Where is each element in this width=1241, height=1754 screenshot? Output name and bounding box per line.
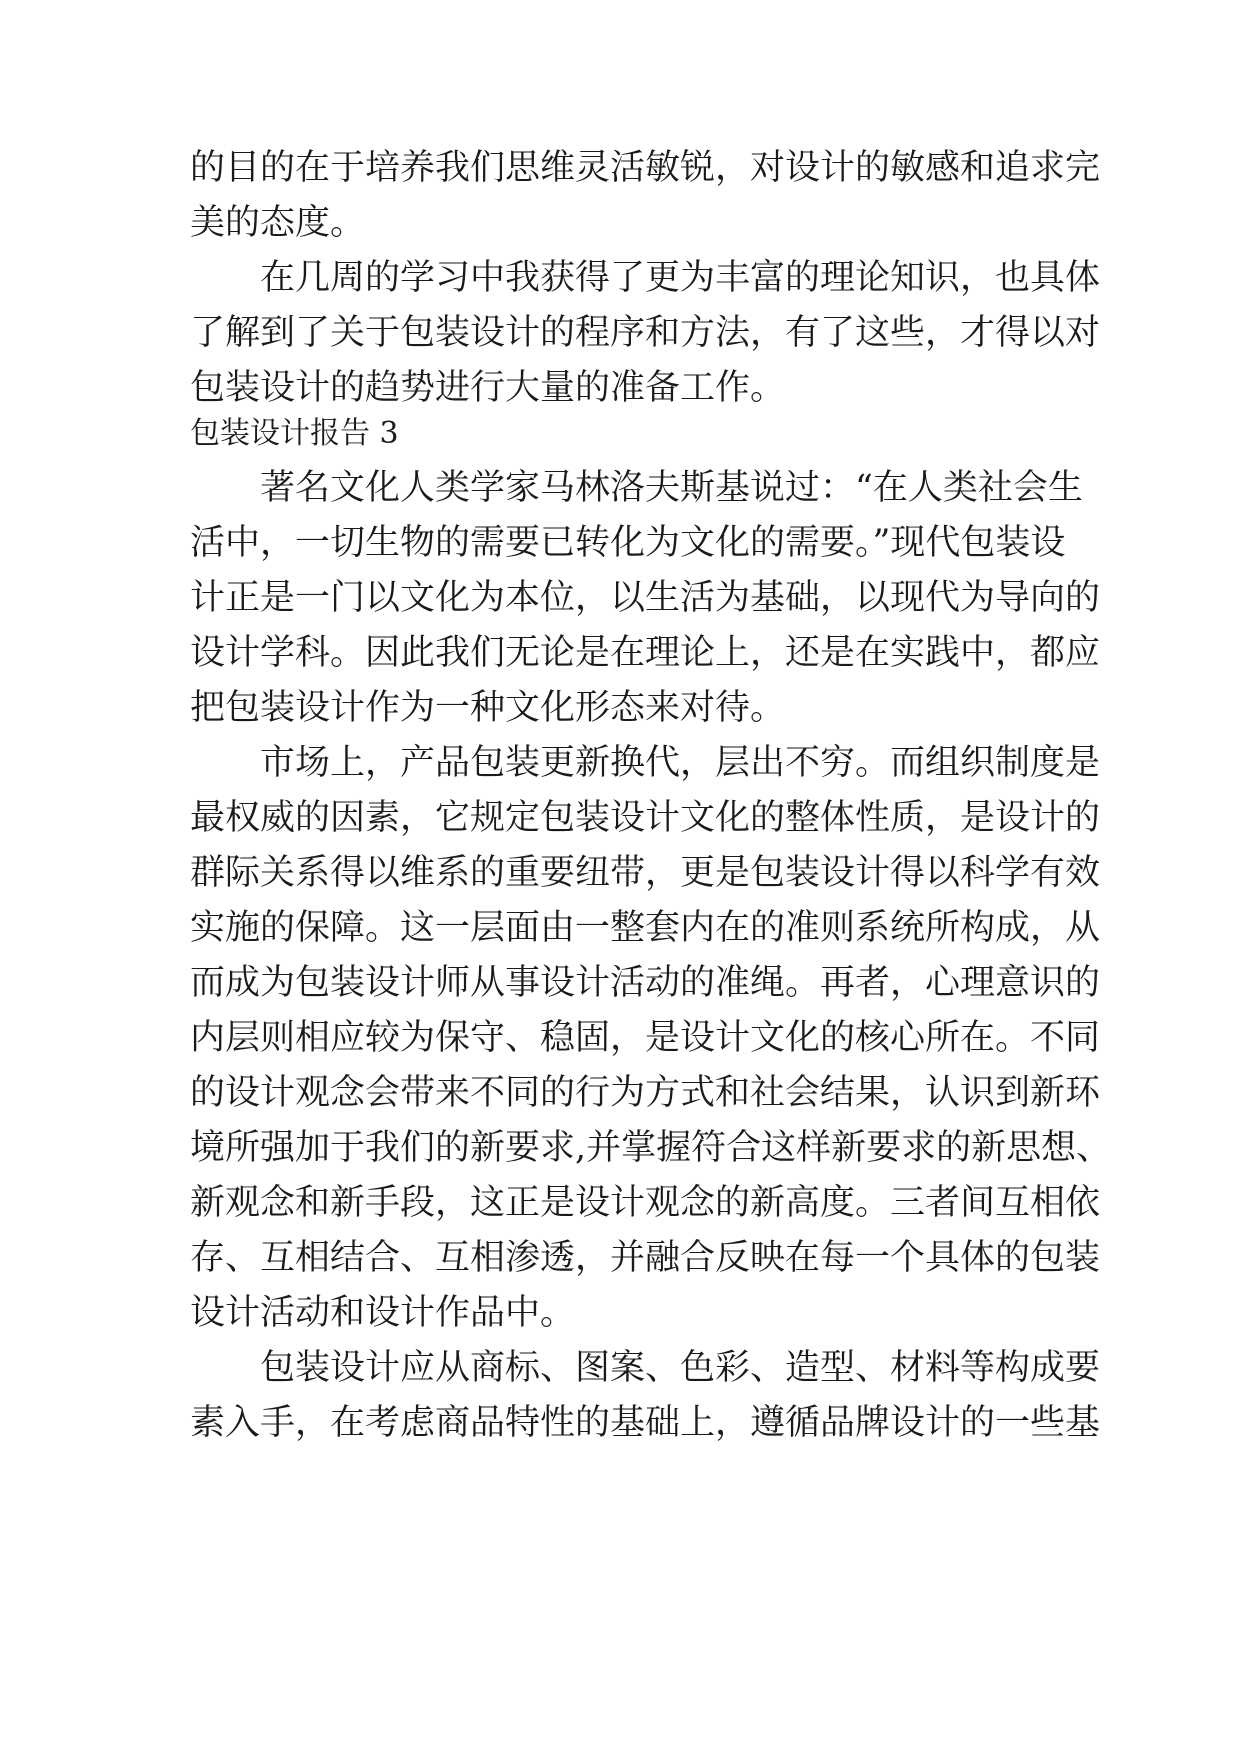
text-line: 了解到了关于包装设计的程序和方法，有了这些，才得以对	[190, 313, 1101, 353]
text-line: 内层则相应较为保守、稳固，是设计文化的核心所在。不同	[190, 1018, 1101, 1058]
text-line: 把包装设计作为一种文化形态来对待。	[190, 688, 786, 728]
text-line: 在几周的学习中我获得了更为丰富的理论知识，也具体	[190, 258, 1101, 298]
text-line: 的设计观念会带来不同的行为方式和社会结果，认识到新环	[190, 1073, 1101, 1113]
section-heading: 包装设计报告 3	[190, 416, 399, 451]
text-line: 活中，一切生物的需要已转化为文化的需要。”现代包装设	[190, 523, 1066, 563]
text-line: 市场上，产品包装更新换代，层出不穷。而组织制度是	[190, 743, 1101, 783]
text-line: 实施的保障。这一层面由一整套内在的准则系统所构成，从	[190, 908, 1101, 948]
text-line: 素入手，在考虑商品特性的基础上，遵循品牌设计的一些基	[190, 1403, 1101, 1443]
text-line: 最权威的因素，它规定包装设计文化的整体性质，是设计的	[190, 798, 1101, 838]
text-line: 而成为包装设计师从事设计活动的准绳。再者，心理意识的	[190, 963, 1101, 1003]
text-line: 设计学科。因此我们无论是在理论上，还是在实践中，都应	[190, 633, 1101, 673]
text-line: 包装设计应从商标、图案、色彩、造型、材料等构成要	[190, 1348, 1101, 1388]
text-line: 包装设计的趋势进行大量的准备工作。	[190, 368, 786, 408]
text-line: 的目的在于培养我们思维灵活敏锐，对设计的敏感和追求完	[190, 148, 1101, 188]
text-line: 存、互相结合、互相渗透，并融合反映在每一个具体的包装	[190, 1238, 1101, 1278]
text-line: 设计活动和设计作品中。	[190, 1293, 576, 1333]
text-line: 著名文化人类学家马林洛夫斯基说过：“在人类社会生	[190, 468, 1083, 508]
text-line: 美的态度。	[190, 203, 366, 243]
text-line: 群际关系得以维系的重要纽带，更是包装设计得以科学有效	[190, 853, 1101, 893]
text-line: 计正是一门以文化为本位，以生活为基础，以现代为导向的	[190, 578, 1101, 618]
text-line: 境所强加于我们的新要求,并掌握符合这样新要求的新思想、	[190, 1128, 1112, 1168]
text-line: 新观念和新手段，这正是设计观念的新高度。三者间互相依	[190, 1183, 1101, 1223]
